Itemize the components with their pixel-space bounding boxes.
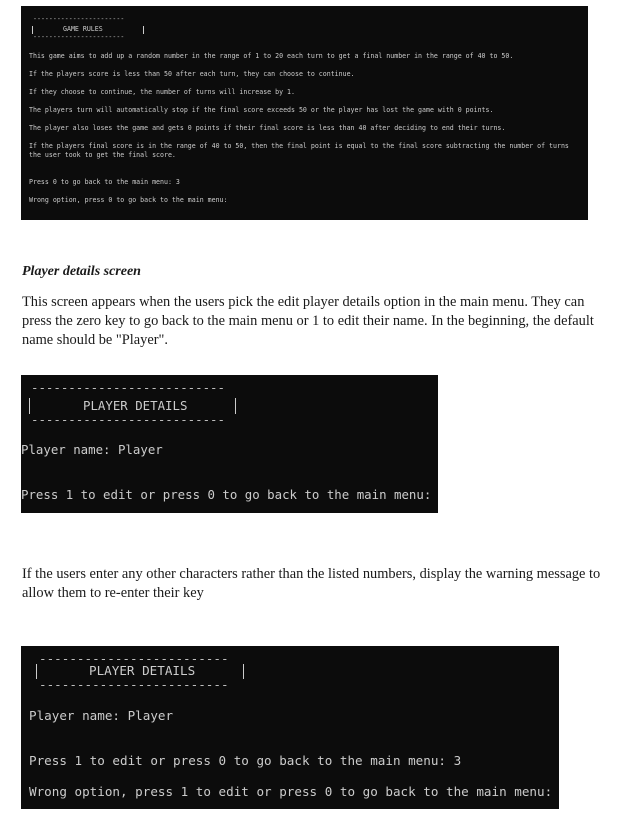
player-details-warning-console <box>21 646 559 809</box>
player-details-console <box>21 375 438 513</box>
rule-line: If they choose to continue, the number of turns will increase by 1. <box>29 88 295 96</box>
console-warning: Wrong option, press 0 to go back to the main menu: <box>29 196 228 204</box>
player-name-line: Player name: Player <box>29 708 174 723</box>
header-right-bar <box>235 398 236 414</box>
console-prompt: Press 0 to go back to the main menu: 3 <box>29 178 180 186</box>
header-bottom-border: ------------------------- <box>39 677 229 692</box>
header-left-bar <box>36 664 37 679</box>
section-paragraph: This screen appears when the users pick the edit player details option in the main menu. They can press the zero key to go back to the main menu or 1 to edit their name. In the beginning, the default name should be "Player". <box>22 294 594 348</box>
header-bottom-border: ----------------------- <box>33 33 125 41</box>
console-prompt: Press 1 to edit or press 0 to go back to the main menu: 3 <box>29 753 462 768</box>
rule-line: If the players score is less than 50 after each turn, they can choose to continue. <box>29 70 355 78</box>
game-rules-console <box>21 6 588 220</box>
player-name-line: Player name: Player <box>21 442 163 457</box>
console-prompt: Press 1 to edit or press 0 to go back to the main menu: <box>21 487 432 502</box>
rule-line: This game aims to add up a random number in the range of 1 to 20 each turn to get a final number in the range of 40 to 50. <box>29 52 514 60</box>
header-right-bar <box>143 26 144 34</box>
console-warning: Wrong option, press 1 to edit or press 0 to go back to the main menu: <box>29 784 553 799</box>
rule-line: The player also loses the game and gets 0 points if their final score is less than 40 after deciding to end their turns. <box>29 124 506 132</box>
header-right-bar <box>243 664 244 679</box>
section-paragraph: If the users enter any other characters rather than the listed numbers, display the warning message to allow them to re-enter their key <box>22 566 601 601</box>
header-top-border: ----------------------- <box>33 15 125 23</box>
section-heading: Player details screen <box>22 264 141 279</box>
header-left-bar <box>29 398 30 414</box>
header-bottom-border: -------------------------- <box>31 412 225 427</box>
header-top-border: -------------------------- <box>31 380 225 395</box>
rule-line: The players turn will automatically stop if the final score exceeds 50 or the player has lost the game with 0 points. <box>29 106 494 114</box>
console-title: PLAYER DETAILS <box>83 398 188 413</box>
header-top-border: ------------------------- <box>39 651 229 666</box>
rule-line: If the players final score is in the range of 40 to 50, then the final point is equal to the final score subtracting the number of turns the user took to get the final score. <box>29 142 569 159</box>
console-title: GAME RULES <box>63 25 103 33</box>
console-title: PLAYER DETAILS <box>89 663 196 678</box>
